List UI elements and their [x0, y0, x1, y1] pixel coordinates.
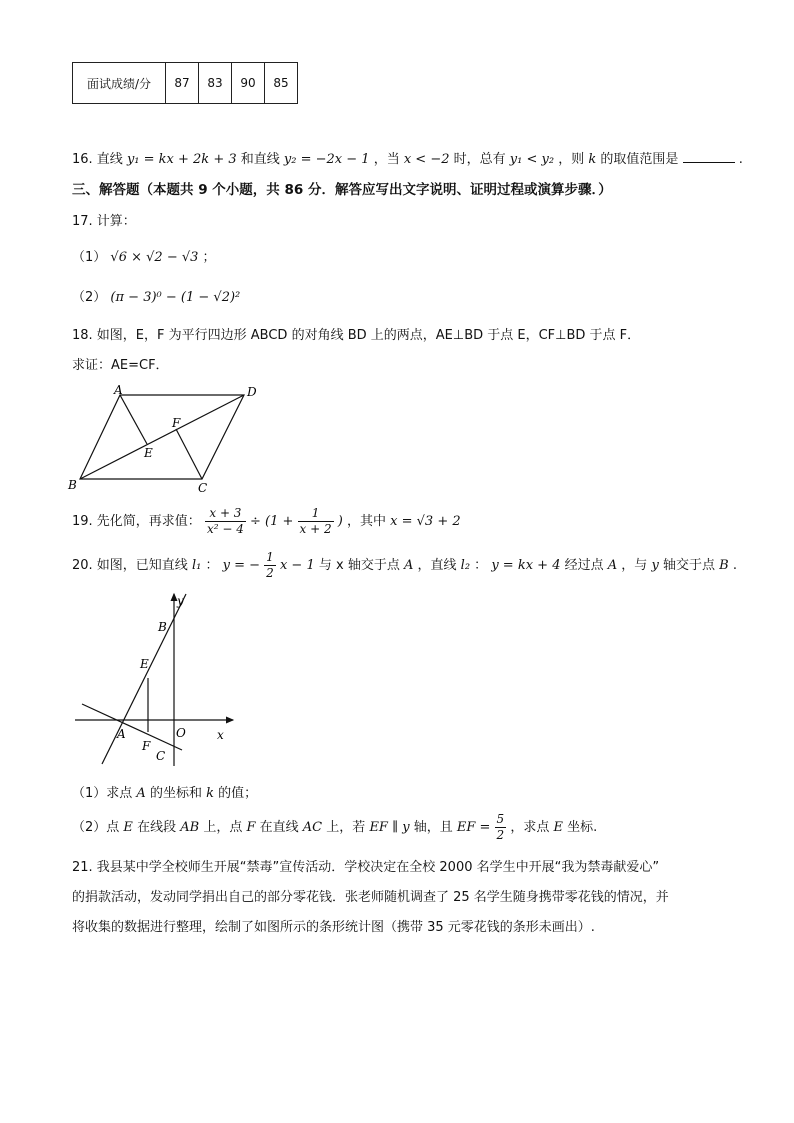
q16-condition: x < −2 — [403, 152, 450, 167]
q17-p1-end: ； — [202, 250, 216, 265]
fraction-numerator: x + 3 — [205, 506, 246, 522]
q20-p1-text: 的坐标和 — [149, 786, 202, 801]
q20-p2-text: 上，若 — [326, 820, 366, 835]
q20-text: 轴交于点 — [662, 558, 715, 573]
q16-text: 时，总有 — [453, 152, 506, 167]
q20-point-b: B — [719, 558, 729, 573]
q20-text: ，与 — [621, 558, 648, 573]
q20-p1-k: k — [206, 786, 214, 801]
q17-p2-expression: (π − 3)⁰ − (1 − √2)² — [110, 290, 241, 305]
label-a: A — [117, 727, 126, 741]
table-cell: 83 — [199, 63, 232, 104]
q20-p2-parallel: EF ∥ y — [369, 820, 410, 835]
q20-text: ，直线 — [417, 558, 457, 573]
label-b: B — [158, 620, 167, 634]
fraction-denominator: x + 2 — [299, 522, 332, 536]
q16-text: ，则 — [558, 152, 585, 167]
q20-text: 与 x 轴交于点 — [318, 558, 400, 573]
q20-text: 20. 如图，已知直线 — [72, 558, 188, 573]
label-f: F — [172, 416, 181, 430]
q20-y-axis: y — [651, 558, 659, 573]
q19-fraction-2 — [298, 506, 334, 537]
q20-p1-text: （1）求点 — [72, 786, 133, 801]
fraction-denominator: x² − 4 — [206, 522, 244, 536]
label-x: x — [217, 728, 224, 742]
q16-text: 16. 直线 — [72, 152, 123, 167]
label-e: E — [144, 446, 153, 460]
q20-equation-1: y = − — [222, 558, 261, 573]
q16-text: ，当 — [373, 152, 400, 167]
label-d: D — [247, 385, 257, 399]
q21-line-2: 的捐款活动，发动同学捐出自己的部分零花钱．张老师随机调查了 25 名学生随身携带零花钱的情况，并 — [72, 890, 669, 905]
q19-operator: ÷ (1 + — [250, 514, 294, 529]
q20-p2-point: F — [246, 820, 256, 835]
q19-text: 19. 先化简，再求值： — [72, 514, 201, 529]
table-cell: 87 — [166, 63, 199, 104]
q20-p2-text: 上，点 — [203, 820, 243, 835]
q16-equation-1: y₁ = kx + 2k + 3 — [126, 152, 237, 167]
q19-fraction-1 — [205, 506, 246, 537]
q20-text: 经过点 — [564, 558, 604, 573]
q21-line-1: 21. 我县某中学全校师生开展“禁毒”宣传活动．学校决定在全校 2000 名学生中开展“我为禁毒献爱心” — [72, 860, 660, 875]
label-a: A — [114, 384, 123, 397]
fraction-denominator: 2 — [266, 566, 274, 580]
q16-variable: k — [588, 152, 597, 167]
table-cell: 85 — [265, 63, 298, 104]
q20-p2-fraction — [495, 812, 507, 843]
label-y: y — [177, 594, 184, 608]
q17-title: 17. 计算： — [72, 214, 136, 229]
coordinate-figure — [70, 588, 240, 768]
q17-part-1 — [72, 246, 216, 265]
q19-close-paren: ) — [337, 514, 343, 529]
q20-equation-1-tail: x − 1 — [279, 558, 315, 573]
label-c: C — [198, 481, 208, 494]
q20-p2-segment: AB — [180, 820, 200, 835]
q20-point-a: A — [607, 558, 618, 573]
label-b: B — [68, 478, 77, 492]
answer-blank — [683, 150, 735, 163]
question-20 — [72, 550, 737, 581]
q21-line-3: 将收集的数据进行整理，绘制了如图所示的条形统计图（携带 35 元零花钱的条形未画出）. — [72, 920, 595, 935]
label-f: F — [142, 739, 151, 753]
fraction-numerator: 5 — [496, 812, 505, 826]
q20-p2-text: （2）点 — [72, 820, 120, 835]
q19-text: ，其中 — [347, 514, 387, 529]
q20-p1-text: 的值； — [218, 786, 258, 801]
table-row — [73, 63, 298, 104]
q20-part-2 — [72, 812, 597, 843]
fraction-numerator: 1 — [266, 550, 274, 564]
diagonal-bd — [80, 395, 244, 479]
table-header-cell: 面试成绩/分 — [73, 63, 166, 104]
table-cell: 90 — [232, 63, 265, 104]
score-table — [72, 62, 298, 104]
q17-p2-label: （2） — [72, 290, 107, 305]
q17-part-2 — [72, 286, 240, 305]
line-l1 — [82, 704, 182, 750]
q20-p2-ef: EF = — [456, 820, 491, 835]
q20-p2-point: E — [553, 820, 563, 835]
section-heading: 三、解答题（本题共 9 个小题，共 86 分．解答应写出文字说明、证明过程或演算步骤．） — [72, 182, 612, 198]
q16-text: . — [738, 152, 743, 167]
q20-p2-point: E — [123, 820, 133, 835]
q17-p1-label: （1） — [72, 250, 107, 265]
q20-p1-point: A — [136, 786, 146, 801]
q20-text: . — [732, 558, 737, 573]
q20-p2-text: 在直线 — [259, 820, 299, 835]
q19-value: x = √3 + 2 — [390, 514, 461, 529]
q20-text: ： — [205, 558, 219, 573]
q20-p2-text: 轴，且 — [413, 820, 453, 835]
q16-equation-2: y₂ = −2x − 1 — [283, 152, 370, 167]
question-19 — [72, 506, 461, 537]
q20-part-1 — [72, 782, 257, 801]
segment-cf — [176, 429, 202, 479]
q20-line-l2: l₂ — [460, 558, 471, 573]
q16-inequality: y₁ < y₂ — [509, 152, 555, 167]
fraction-denominator: 2 — [496, 828, 505, 842]
question-16 — [72, 148, 743, 167]
label-c: C — [156, 749, 166, 763]
q20-p2-text: ，求点 — [510, 820, 550, 835]
label-e: E — [140, 657, 149, 671]
q20-p2-text: 坐标. — [567, 820, 598, 835]
q16-text: 的取值范围是 — [600, 152, 679, 167]
fraction-numerator: 1 — [298, 506, 334, 522]
label-o: O — [176, 726, 186, 740]
q20-equation-2: y = kx + 4 — [491, 558, 561, 573]
q20-point-a: A — [403, 558, 414, 573]
q20-p2-line: AC — [302, 820, 323, 835]
parallelogram-figure — [66, 384, 266, 494]
q18-line-1: 18. 如图，E，F 为平行四边形 ABCD 的对角线 BD 上的两点，AE⊥BD 于点 E，CF⊥BD 于点 F． — [72, 328, 641, 343]
q16-text: 和直线 — [240, 152, 280, 167]
q18-line-2: 求证：AE=CF． — [72, 358, 169, 373]
q17-p1-expression: √6 × √2 − √3 — [110, 250, 199, 265]
q20-fraction — [264, 550, 276, 581]
q20-line-l1: l₁ — [191, 558, 202, 573]
q20-text: ： — [474, 558, 488, 573]
segment-ae — [120, 395, 147, 444]
q20-p2-text: 在线段 — [137, 820, 177, 835]
